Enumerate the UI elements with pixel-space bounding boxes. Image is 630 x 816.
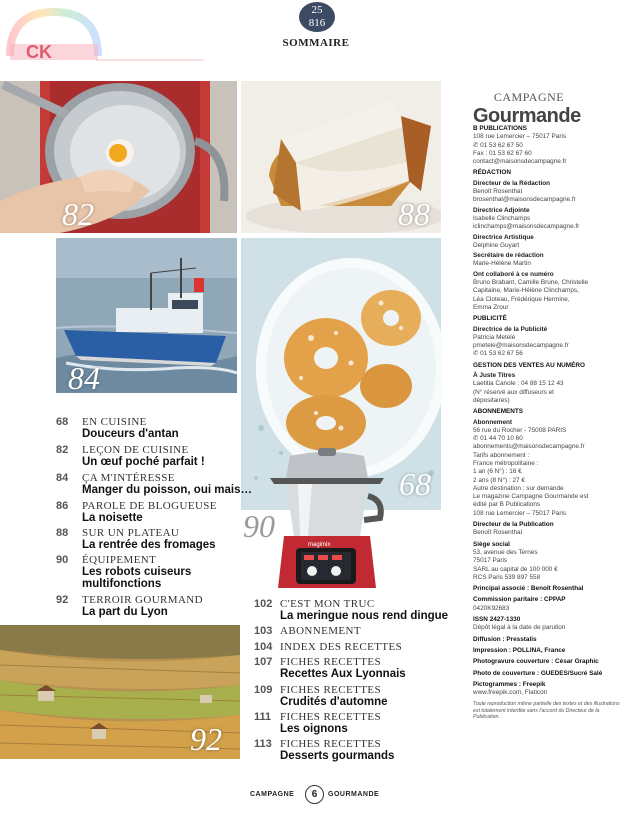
- credits-line: Bruno Brabant, Camille Brune, Christelle: [473, 279, 589, 287]
- toc-category: ABONNEMENT: [280, 625, 361, 637]
- toc-page-number: 113: [254, 738, 272, 750]
- page-footer: [250, 785, 380, 805]
- toc-page-number: 84: [56, 472, 69, 484]
- credits-heading: B PUBLICATIONS: [473, 125, 527, 132]
- toc-page-number: 103: [254, 625, 273, 637]
- toc-title: Un œuf poché parfait !: [82, 456, 205, 468]
- toc-title: Manger du poisson, oui mais…: [82, 484, 252, 496]
- toc-category: SUR UN PLATEAU: [82, 527, 180, 539]
- toc-page-number: 68: [56, 416, 69, 428]
- toc-category: LEÇON DE CUISINE: [82, 444, 189, 456]
- credits-heading: Diffusion : Presstalis: [473, 635, 537, 643]
- credits-line: édité par B Publications: [473, 501, 541, 509]
- credits-subheading: Ont collaboré à ce numéro: [473, 270, 554, 278]
- issue-badge: [299, 2, 335, 32]
- page-title: SOMMAIRE: [282, 37, 350, 49]
- toc-page-number: 111: [254, 711, 272, 723]
- credits-heading: Photo de couverture : GUEDES/Sucré Salé: [473, 669, 603, 677]
- credits-line: 0420K92683: [473, 604, 510, 612]
- toc-page-number: 90: [56, 554, 69, 566]
- photo-poached-egg: [0, 81, 237, 233]
- credits-line: brosenthal@maisonsdecampagne.fr: [473, 196, 576, 204]
- credits-line: 56 rue du Rocher - 75008 PARIS: [473, 426, 567, 434]
- credits-line: France métropolitaine :: [473, 459, 539, 467]
- toc-title: Les oignons: [280, 723, 348, 735]
- credits-line: dépositaires): [473, 396, 510, 404]
- credits-line: RCS Paris 539 897 558: [473, 573, 541, 581]
- credits-subheading: À Juste Titres: [473, 372, 516, 380]
- credits-line: 2 ans (8 N°) : 27 €: [473, 476, 525, 484]
- page-number-92: 92: [190, 721, 222, 757]
- toc-page-number: 92: [56, 594, 69, 606]
- credits-heading: Impression : POLLINA, France: [473, 646, 566, 654]
- credits-subheading: Secrétaire de rédaction: [473, 252, 544, 260]
- credits-line: 75017 Paris: [473, 557, 508, 565]
- toc-page-number: 82: [56, 444, 69, 456]
- credits-line: Capitaine, Marie-Hélène Clinchamps,: [473, 287, 579, 295]
- toc-title: Douceurs d'antan: [82, 428, 179, 440]
- credits-line: Marie-Hélène Martin: [473, 260, 531, 268]
- credits-line: Autre destination : sur demande: [473, 484, 564, 492]
- page-number-84: 84: [68, 360, 100, 393]
- svg-text:magimix: magimix: [308, 542, 331, 548]
- page-number-88: 88: [398, 196, 430, 232]
- credits-heading: Siège social: [473, 540, 510, 548]
- credits-line: 108 rue Lemercier – 75017 Paris: [473, 509, 567, 517]
- credits-subheading: Abonnement: [473, 418, 513, 426]
- toc-title: Recettes Aux Lyonnais: [280, 668, 406, 680]
- credits-line: Le magazine Campagne Gourmande est: [473, 493, 589, 501]
- toc-category: ÉQUIPEMENT: [82, 554, 157, 566]
- issue-number-top: 25: [311, 4, 323, 16]
- robot-cooker-image: [268, 448, 386, 590]
- toc-title: La part du Lyon: [82, 606, 168, 618]
- credits-line: Fax : 01 53 62 67 60: [473, 149, 532, 157]
- credits-line: Dépôt légal à la date de parution: [473, 624, 566, 632]
- toc-category: FICHES RECETTES: [280, 738, 382, 750]
- toc-category: TERROIR GOURMAND: [82, 594, 203, 606]
- credits-heading: GESTION DES VENTES AU NUMÉRO: [473, 361, 585, 369]
- credits-line: abonnements@maisonsdecampagne.fr: [473, 443, 585, 451]
- photo-vineyard: [0, 625, 240, 759]
- credits-heading: RÉDACTION: [473, 169, 511, 177]
- watermark-logo: [6, 6, 206, 66]
- credits-line: Laetitia Canole : 04 88 15 12 43: [473, 380, 564, 388]
- credits-heading: Commission paritaire : CPPAP: [473, 596, 566, 604]
- credits-line: (N° réservé aux diffuseurs et: [473, 388, 554, 396]
- photo-fishing-boat: [56, 238, 237, 393]
- toc-page-number: 107: [254, 656, 273, 668]
- toc-page-number: 86: [56, 500, 69, 512]
- page-number-82: 82: [62, 196, 94, 232]
- logo-main-text: Gourmande: [473, 105, 581, 127]
- credits-line: Benoît Rosenthal: [473, 529, 523, 537]
- credits-heading: Pictogrammes : Freepik: [473, 680, 546, 688]
- toc-category: FICHES RECETTES: [280, 656, 382, 668]
- credits-subheading: Directrice de la Publicité: [473, 325, 548, 333]
- magazine-logo: [473, 90, 623, 128]
- toc-page-number: 104: [254, 641, 273, 653]
- toc-title: La noisette: [82, 512, 143, 524]
- credits-line: ✆ 01 53 62 67 56: [473, 350, 523, 358]
- credits-line: contact@maisonsdecampagne.fr: [473, 158, 567, 166]
- credits-line: pmetele@maisonsdecampagne.fr: [473, 342, 569, 350]
- footer-page-number: 6: [305, 785, 324, 804]
- credits-heading: Photogravure couverture : César Graphic: [473, 658, 599, 666]
- toc-category: ÇA M'INTÉRESSE: [82, 472, 175, 484]
- page-number-90: 90: [243, 508, 275, 544]
- credits-heading: ABONNEMENTS: [473, 408, 524, 416]
- toc-category: EN CUISINE: [82, 416, 147, 428]
- credits-line: Patricia Metelé: [473, 333, 516, 341]
- credits-subheading: Directrice Adjointe: [473, 206, 530, 214]
- credits-line: Delphine Guyart: [473, 241, 520, 249]
- toc-category: FICHES RECETTES: [280, 711, 382, 723]
- toc-title: La rentrée des fromages: [82, 539, 216, 551]
- credits-line: Léa Cloteau, Frédérique Hermine,: [473, 295, 570, 303]
- credits-heading: Directeur de la Publication: [473, 521, 554, 529]
- issue-number-bottom: 816: [308, 17, 326, 29]
- page-number-68: 68: [399, 466, 431, 502]
- credits-line: ✆ 01 53 62 67 50: [473, 141, 523, 149]
- credits-line: 108 rue Lemercier – 75017 Paris: [473, 133, 567, 141]
- credits-line: ✆ 01 44 70 10 60: [473, 435, 523, 443]
- credits-line: Emma Zrour: [473, 303, 509, 311]
- toc-title: Les robots cuiseurs: [82, 566, 192, 578]
- footer-left-text: CAMPAGNE: [250, 791, 295, 798]
- toc-title: La meringue nous rend dingue: [280, 610, 449, 622]
- credits-line: www.freepik.com, Flaticon: [473, 689, 548, 697]
- credits-line: 53, avenue des Ternes: [473, 548, 538, 556]
- credits-heading: Principal associé : Benoît Rosenthal: [473, 585, 584, 593]
- toc-page-number: 88: [56, 527, 69, 539]
- toc-category: INDEX DES RECETTES: [280, 641, 403, 653]
- credits-line: iclinchamps@maisonsdecampagne.fr: [473, 223, 580, 231]
- toc-title-continued: multifonctions: [82, 578, 162, 590]
- toc-page-number: 102: [254, 598, 273, 610]
- credits-note: Toute reproduction même partielle des textes et des illustrations est totalement interdite sans l'accord du Directeur de la Publication.: [473, 701, 620, 721]
- footer-right-text: GOURMANDE: [328, 791, 380, 798]
- credits-line: 1 an (6 N°) : 16 €: [473, 468, 522, 476]
- credits-column: [473, 125, 625, 721]
- toc-category: PAROLE DE BLOGUEUSE: [82, 500, 217, 512]
- credits-subheading: Directeur de la Rédaction: [473, 179, 551, 187]
- svg-text:CK: CK: [26, 42, 52, 62]
- toc-title: Crudités d'automne: [280, 696, 388, 708]
- logo-top-text: CAMPAGNE: [493, 90, 565, 104]
- credits-heading: ISSN 2427-1330: [473, 616, 521, 624]
- credits-line: Tarifs abonnement :: [473, 451, 530, 459]
- toc-category: FICHES RECETTES: [280, 684, 382, 696]
- credits-subheading: Directrice Artistique: [473, 233, 534, 241]
- toc-category: C'EST MON TRUC: [280, 598, 375, 610]
- toc-page-number: 109: [254, 684, 273, 696]
- credits-line: Isabelle Clinchamps: [473, 214, 531, 222]
- toc-title: Desserts gourmands: [280, 750, 395, 762]
- credits-line: Benoît Rosenthal: [473, 188, 523, 196]
- photo-cheese: [241, 81, 441, 233]
- credits-heading: PUBLICITÉ: [473, 315, 507, 323]
- credits-line: SARL au capital de 100 000 €: [473, 565, 558, 573]
